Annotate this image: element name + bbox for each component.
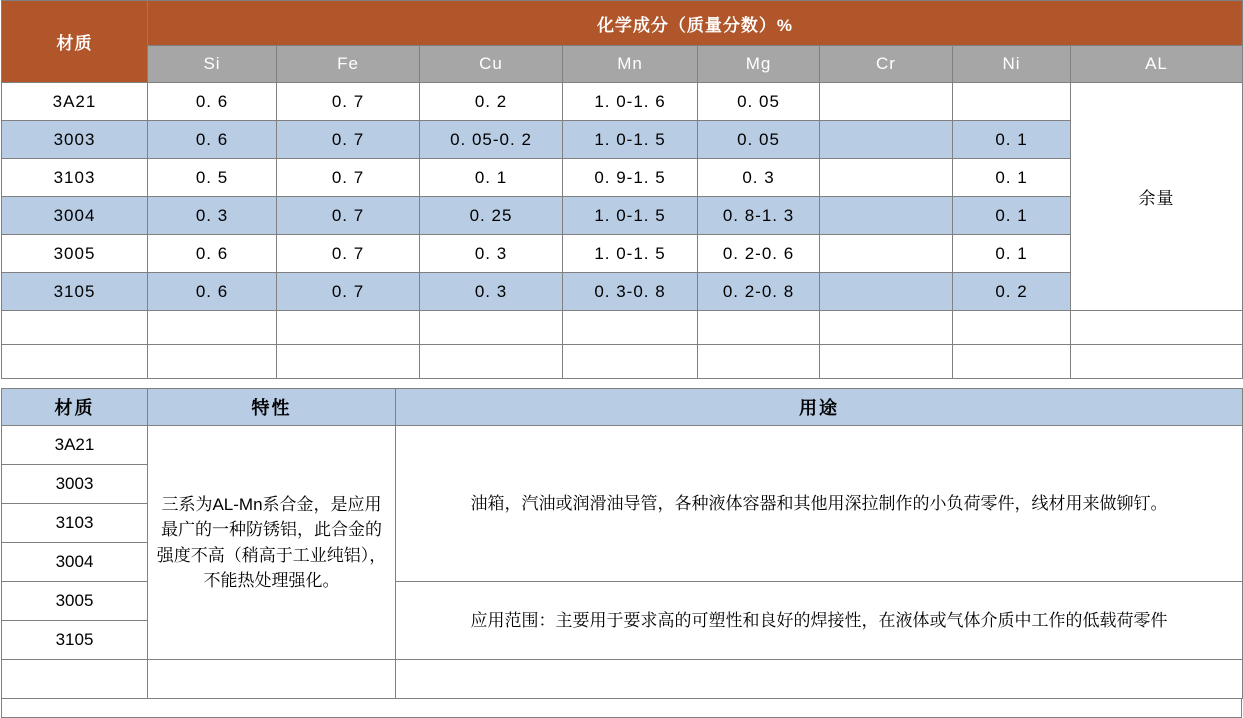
cell-cu: 0. 1 bbox=[420, 159, 563, 197]
table-gap bbox=[0, 379, 1243, 388]
header-material: 材质 bbox=[2, 389, 148, 426]
header-property: 特性 bbox=[148, 389, 396, 426]
cell-empty bbox=[148, 311, 277, 345]
cell-mn: 1. 0-1. 5 bbox=[563, 121, 698, 159]
cell-fe: 0. 7 bbox=[277, 197, 420, 235]
cell-mg: 0. 2-0. 6 bbox=[698, 235, 820, 273]
cell-mn: 1. 0-1. 5 bbox=[563, 235, 698, 273]
header-element-mn: Mn bbox=[563, 46, 698, 83]
table-row bbox=[2, 83, 1243, 121]
table-subheader-row bbox=[2, 46, 1243, 83]
cell-si: 0. 6 bbox=[148, 273, 277, 311]
cell-empty bbox=[563, 345, 698, 379]
cell-al-balance: 余量 bbox=[1071, 83, 1243, 311]
cell-ni: 0. 1 bbox=[953, 197, 1071, 235]
table-row-empty bbox=[2, 660, 1243, 699]
table-row bbox=[2, 197, 1243, 235]
cell-empty bbox=[820, 345, 953, 379]
cell-material: 3103 bbox=[2, 504, 148, 543]
cell-empty bbox=[953, 311, 1071, 345]
header-element-si: Si bbox=[148, 46, 277, 83]
cell-cr bbox=[820, 273, 953, 311]
cell-property-text: 三系为AL-Mn系合金，是应用最广的一种防锈铝，此合金的强度不高（稍高于工业纯铝），不能热处理强化。 bbox=[148, 426, 396, 660]
cell-mg: 0. 05 bbox=[698, 83, 820, 121]
table-row bbox=[2, 235, 1243, 273]
cell-material: 3003 bbox=[2, 465, 148, 504]
cell-empty bbox=[820, 311, 953, 345]
cell-mn: 1. 0-1. 5 bbox=[563, 197, 698, 235]
cell-empty bbox=[420, 311, 563, 345]
cell-mg: 0. 8-1. 3 bbox=[698, 197, 820, 235]
cell-mg: 0. 05 bbox=[698, 121, 820, 159]
cell-material: 3A21 bbox=[2, 426, 148, 465]
cell-empty bbox=[2, 311, 148, 345]
cell-mn: 0. 3-0. 8 bbox=[563, 273, 698, 311]
table2-header-row bbox=[2, 389, 1243, 426]
cell-ni: 0. 2 bbox=[953, 273, 1071, 311]
cell-empty bbox=[148, 660, 396, 699]
cell-cr bbox=[820, 159, 953, 197]
cell-mn: 1. 0-1. 6 bbox=[563, 83, 698, 121]
cell-material: 3004 bbox=[2, 197, 148, 235]
cell-material: 3003 bbox=[2, 121, 148, 159]
cell-cu: 0. 2 bbox=[420, 83, 563, 121]
cell-empty bbox=[1071, 345, 1243, 379]
cell-empty bbox=[1071, 311, 1243, 345]
cell-cr bbox=[820, 197, 953, 235]
cell-material: 3A21 bbox=[2, 83, 148, 121]
cell-empty bbox=[420, 345, 563, 379]
table-row-empty bbox=[2, 311, 1243, 345]
cell-usage-text: 油箱，汽油或润滑油导管，各种液体容器和其他用深拉制作的小负荷零件，线材用来做铆钉。 bbox=[396, 426, 1243, 582]
cell-si: 0. 5 bbox=[148, 159, 277, 197]
table-row bbox=[2, 159, 1243, 197]
table-row bbox=[2, 426, 1243, 465]
cell-empty bbox=[277, 311, 420, 345]
cell-empty bbox=[953, 345, 1071, 379]
cell-cu: 0. 3 bbox=[420, 273, 563, 311]
header-element-mg: Mg bbox=[698, 46, 820, 83]
header-chemical-composition: 化学成分（质量分数）% bbox=[148, 1, 1243, 46]
cell-empty bbox=[698, 311, 820, 345]
cell-cr bbox=[820, 121, 953, 159]
cell-usage-scope-text: 应用范围：主要用于要求高的可塑性和良好的焊接性，在液体或气体介质中工作的低载荷零件 bbox=[396, 582, 1243, 660]
cell-material: 3005 bbox=[2, 582, 148, 621]
cell-si: 0. 6 bbox=[148, 121, 277, 159]
bottom-border-strip bbox=[1, 699, 1242, 718]
cell-fe: 0. 7 bbox=[277, 159, 420, 197]
table-row bbox=[2, 121, 1243, 159]
cell-cu: 0. 25 bbox=[420, 197, 563, 235]
cell-ni: 0. 1 bbox=[953, 159, 1071, 197]
cell-material: 3105 bbox=[2, 273, 148, 311]
header-element-cr: Cr bbox=[820, 46, 953, 83]
table-header-row bbox=[2, 1, 1243, 46]
table-row-empty bbox=[2, 345, 1243, 379]
cell-empty bbox=[148, 345, 277, 379]
cell-material: 3005 bbox=[2, 235, 148, 273]
cell-si: 0. 3 bbox=[148, 197, 277, 235]
cell-ni: 0. 1 bbox=[953, 121, 1071, 159]
cell-mg: 0. 3 bbox=[698, 159, 820, 197]
cell-empty bbox=[2, 660, 148, 699]
chemical-composition-table bbox=[1, 0, 1243, 379]
cell-ni bbox=[953, 83, 1071, 121]
cell-fe: 0. 7 bbox=[277, 235, 420, 273]
header-element-ni: Ni bbox=[953, 46, 1071, 83]
cell-ni: 0. 1 bbox=[953, 235, 1071, 273]
cell-empty bbox=[277, 345, 420, 379]
cell-material: 3004 bbox=[2, 543, 148, 582]
properties-usage-table bbox=[1, 388, 1243, 699]
cell-cr bbox=[820, 83, 953, 121]
header-element-al: AL bbox=[1071, 46, 1243, 83]
header-element-fe: Fe bbox=[277, 46, 420, 83]
cell-empty bbox=[698, 345, 820, 379]
cell-empty bbox=[563, 311, 698, 345]
header-usage: 用途 bbox=[396, 389, 1243, 426]
cell-mg: 0. 2-0. 8 bbox=[698, 273, 820, 311]
cell-material: 3103 bbox=[2, 159, 148, 197]
cell-fe: 0. 7 bbox=[277, 273, 420, 311]
cell-cu: 0. 05-0. 2 bbox=[420, 121, 563, 159]
cell-empty bbox=[396, 660, 1243, 699]
cell-si: 0. 6 bbox=[148, 83, 277, 121]
header-element-cu: Cu bbox=[420, 46, 563, 83]
cell-fe: 0. 7 bbox=[277, 121, 420, 159]
cell-cu: 0. 3 bbox=[420, 235, 563, 273]
cell-cr bbox=[820, 235, 953, 273]
cell-empty bbox=[2, 345, 148, 379]
table-row bbox=[2, 273, 1243, 311]
header-material: 材质 bbox=[2, 1, 148, 83]
cell-fe: 0. 7 bbox=[277, 83, 420, 121]
cell-material: 3105 bbox=[2, 621, 148, 660]
cell-mn: 0. 9-1. 5 bbox=[563, 159, 698, 197]
cell-si: 0. 6 bbox=[148, 235, 277, 273]
